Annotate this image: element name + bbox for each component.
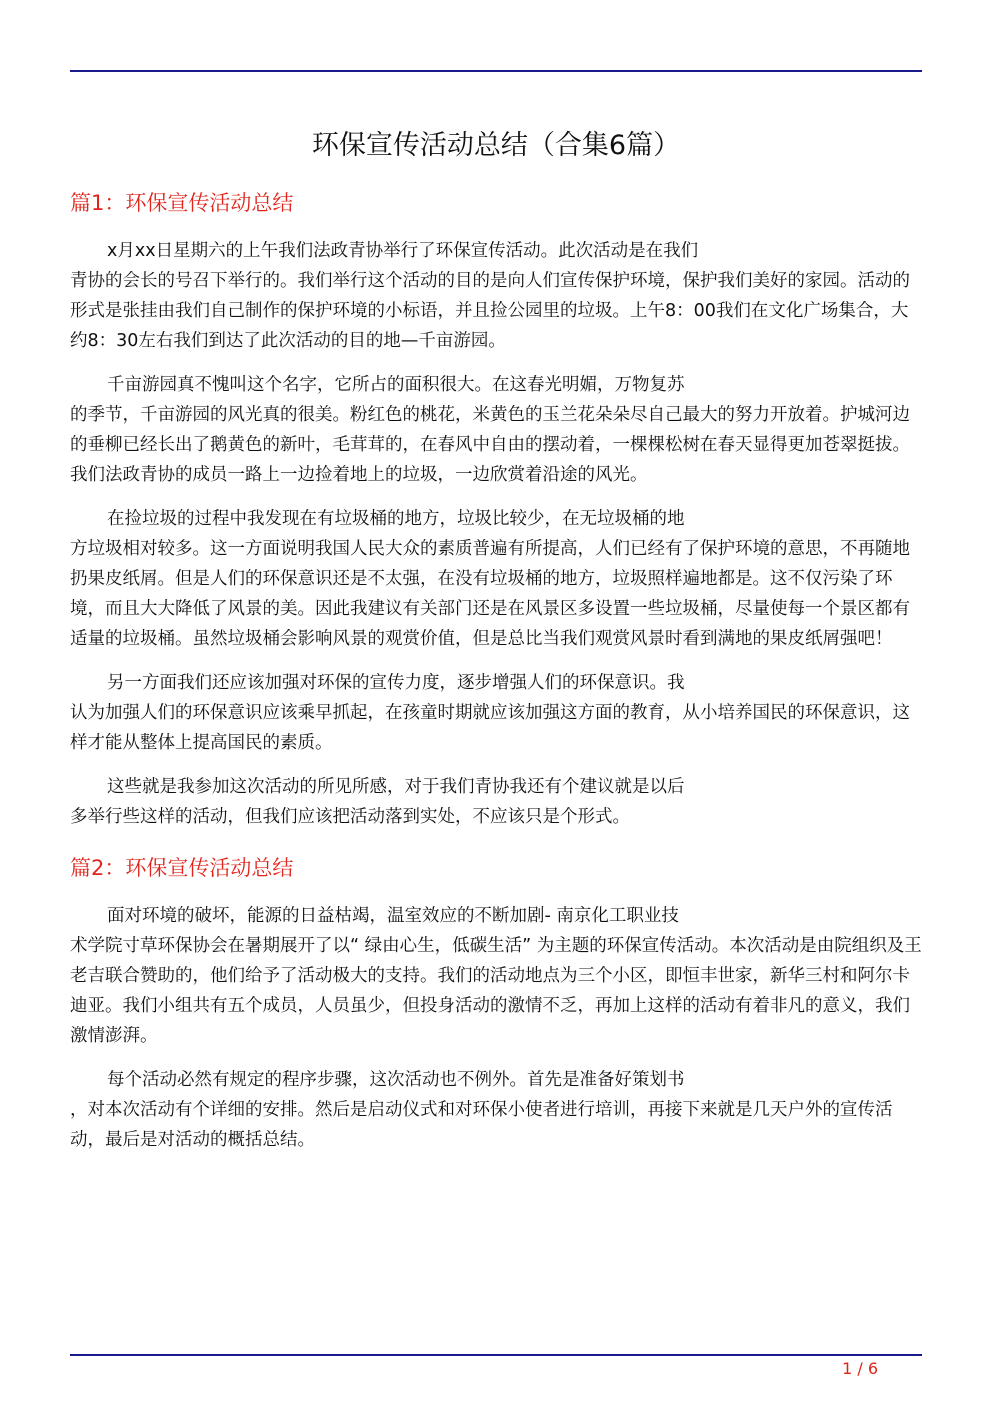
paragraph-text: 的季节，千亩游园的风光真的很美。粉红色的桃花，米黄色的玉兰花朵朵尽自己最大的努力开放着。护城河边的垂柳已经长出了鹅黄色的新叶，毛茸茸的，在春风中自由的摆动着，一棵棵松树在春天显得更加苍翠挺拔。我们法政青协的成员一路上一边捡着地上的垃圾，一边欣赏着沿途的风光。 bbox=[70, 405, 910, 485]
paragraph-first-line: 千亩游园真不愧叫这个名字，它所占的面积很大。在这春光明媚，万物复苏 bbox=[107, 375, 685, 395]
paragraph bbox=[70, 1065, 922, 1155]
paragraph bbox=[70, 370, 922, 490]
paragraph-text: 多举行些这样的活动，但我们应该把活动落到实处，不应该只是个形式。 bbox=[70, 807, 630, 827]
paragraph-text: 青协的会长的号召下举行的。我们举行这个活动的目的是向人们宣传保护环境，保护我们美好的家园。活动的形式是张挂由我们自己制作的保护环境的小标语，并且捡公园里的垃圾。上午8：00我们在文化广场集合，大约8：30左右我们到达了此次活动的目的地—千亩游园。 bbox=[70, 271, 910, 351]
paragraph-first-line: 每个活动必然有规定的程序步骤，这次活动也不例外。首先是准备好策划书 bbox=[107, 1070, 685, 1090]
section-heading: 篇2：环保宣传活动总结 bbox=[70, 856, 294, 880]
footer-rule bbox=[70, 1354, 922, 1356]
page-number: 1 / 6 bbox=[842, 1359, 878, 1378]
paragraph bbox=[70, 668, 922, 758]
paragraph-first-line: 在捡垃圾的过程中我发现在有垃圾桶的地方，垃圾比较少，在无垃圾桶的地 bbox=[107, 509, 685, 529]
paragraph-first-line: x月xx日星期六的上午我们法政青协举行了环保宣传活动。此次活动是在我们 bbox=[107, 241, 699, 261]
section-2 bbox=[70, 852, 922, 1155]
section-heading: 篇1：环保宣传活动总结 bbox=[70, 191, 294, 215]
paragraph bbox=[70, 236, 922, 356]
paragraph bbox=[70, 772, 922, 832]
paragraph-first-line: 这些就是我参加这次活动的所见所感，对于我们青协我还有个建议就是以后 bbox=[107, 777, 685, 797]
document-body bbox=[70, 187, 922, 1169]
paragraph-text: 认为加强人们的环保意识应该乘早抓起，在孩童时期就应该加强这方面的教育，从小培养国民的环保意识，这样才能从整体上提高国民的素质。 bbox=[70, 703, 910, 753]
paragraph-text: ，对本次活动有个详细的安排。然后是启动仪式和对环保小使者进行培训，再接下来就是几天户外的宣传活动，最后是对活动的概括总结。 bbox=[70, 1100, 893, 1150]
paragraph-text: 术学院寸草环保协会在暑期展开了以“ 绿由心生，低碳生活” 为主题的环保宣传活动。本次活动是由院组织及王老吉联合赞助的，他们给予了活动极大的支持。我们的活动地点为三个小区，即恒丰世家，新华三村和阿尔卡迪亚。我们小组共有五个成员，人员虽少，但投身活动的激情不乏，再加上这样的活动有着非凡的意义，我们激情澎湃。 bbox=[70, 936, 922, 1046]
section-1 bbox=[70, 187, 922, 832]
paragraph-first-line: 面对环境的破坏，能源的日益枯竭，温室效应的不断加剧- 南京化工职业技 bbox=[107, 906, 679, 926]
paragraph-text: 方垃圾相对较多。这一方面说明我国人民大众的素质普遍有所提高，人们已经有了保护环境的意思，不再随地扔果皮纸屑。但是人们的环保意识还是不太强，在没有垃圾桶的地方，垃圾照样遍地都是。这不仅污染了环境，而且大大降低了风景的美。因此我建议有关部门还是在风景区多设置一些垃圾桶，尽量使每一个景区都有适量的垃圾桶。虽然垃圾桶会影响风景的观赏价值，但是总比当我们观赏风景时看到满地的果皮纸屑强吧！ bbox=[70, 539, 910, 649]
paragraph-first-line: 另一方面我们还应该加强对环保的宣传力度，逐步增强人们的环保意识。我 bbox=[107, 673, 685, 693]
header-rule bbox=[70, 70, 922, 72]
paragraph bbox=[70, 504, 922, 654]
paragraph bbox=[70, 901, 922, 1051]
document-title: 环保宣传活动总结（合集6篇） bbox=[311, 130, 681, 161]
